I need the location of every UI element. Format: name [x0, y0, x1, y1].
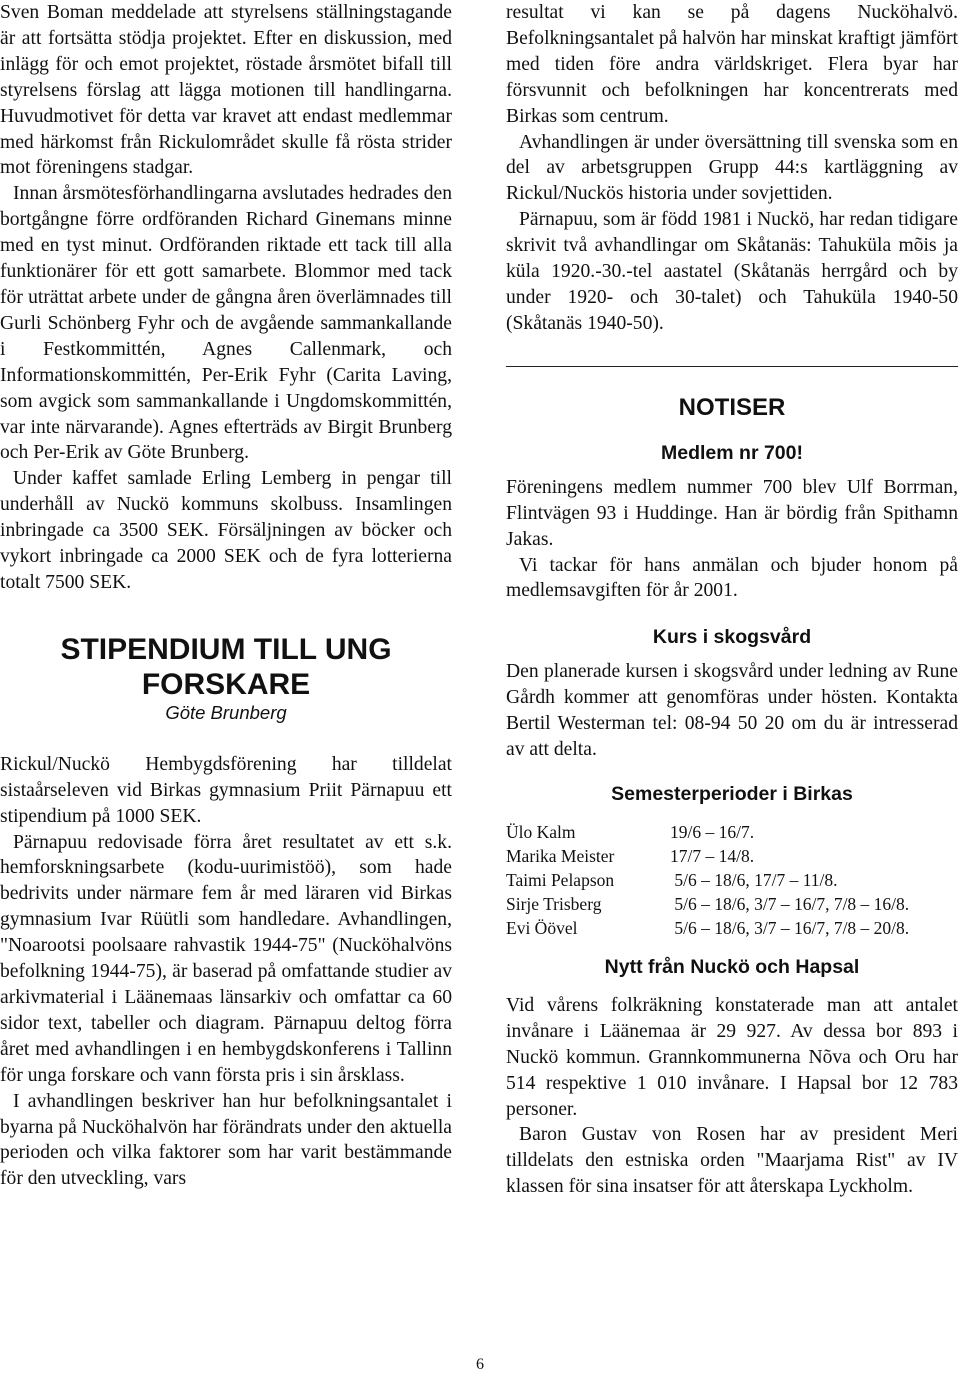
- left-column: [0, 0, 452, 1192]
- article-paragraph: resultat vi kan se på dagens Nucköhalvö. Befolkningsantalet på halvön har minskat kraftigt jämfört med tiden före andra världskriget. Flera byar har försvunnit och befolkningen har koncentrerats med Birkas som centrum.: [506, 2, 958, 127]
- headline-line-1: STIPENDIUM TILL UNG: [60, 632, 392, 666]
- article-paragraph: I avhandlingen beskriver han hur befolkningsantalet i byarna på Nucköhalvön har förändrats under den aktuella perioden och vilka faktorer som har varit bestämmande för den utveckling, vars: [0, 1090, 452, 1190]
- article-headline: [0, 632, 452, 702]
- schedule-dates: 5/6 – 18/6, 3/7 – 16/7, 7/8 – 20/8.: [670, 917, 910, 938]
- article-paragraph: Pärnapuu, som är född 1981 i Nuckö, har redan tidigare skrivit två avhandlingar om Skåtanäs: Tahuküla mõis ja küla 1920.-30.-tel aastatel (Skåtanäs herrgård och by under 1920- och 30-talet) och Tahuküla 1940-50 (Skåtanäs 1940-50).: [506, 209, 958, 334]
- schedule-name: Ülo Kalm: [506, 821, 576, 842]
- notice-heading: Nytt från Nuckö och Hapsal: [604, 955, 860, 978]
- notice-paragraph: Föreningens medlem nummer 700 blev Ulf Borrman, Flintvägen 93 i Huddinge. Han är bördig från Spithamn Jakas.: [506, 476, 958, 550]
- schedule-name: Marika Meister: [506, 845, 615, 866]
- notice-paragraph: Vid vårens folkräkning konstaterade man att antalet invånare i Läänemaa är 29 927. Av dessa bor 893 i Nuckö kommun. Grannkommunerna Nõva och Oru har 514 respektive 1 010 invånare. I Hapsal bor 12 783 personer.: [506, 994, 958, 1120]
- article-paragraph: Rickul/Nuckö Hembygdsförening har tilldelat sistaårseleven vid Birkas gymnasium Priit Pärnapuu ett stipendium på 1000 SEK.: [0, 753, 452, 827]
- article-paragraph: Pärnapuu redovisade förra året resultatet av ett s.k. hemforskningsarbete (kodu-uurimistöö), som hade bedrivits under närmare fem år med läraren vid Birkas gymnasium Ivar Rüütli som handledare. Avhandlingen, "Noarootsi poolsaare rahvastik 1944-75" (Nucköhalvöns befolkning 1944-75), är baserad på omfattande studier av arkivmaterial i Läänemaas länsarkiv och omfattar ca 60 sidor text, tabeller och diagram. Pärnapuu deltog förra året med avhandlingen i en hembygdskonferens i Tallinn för unga forskare och vann första pris i sin årsklass.: [0, 831, 452, 1086]
- notice-paragraph: Baron Gustav von Rosen har av president Meri tilldelats den estniska orden "Maarjama Rist" av IV klassen för sina insatser för att återskapa Lyckholm.: [506, 1124, 958, 1198]
- schedule-name: Evi Öövel: [506, 917, 578, 938]
- schedule-row: [506, 868, 909, 892]
- section-heading: NOTISER: [678, 393, 786, 421]
- article-paragraph: Under kaffet samlade Erling Lemberg in pengar till underhåll av Nuckö kommuns skolbuss. Insamlingen inbringade ca 3500 SEK. Försäljningen av böcker och vykort inbringade ca 2000 SEK och de fyra lotterierna totalt 7500 SEK.: [0, 468, 452, 593]
- schedule-dates: 19/6 – 16/7.: [670, 821, 755, 842]
- schedule-name: Taimi Pelapson: [506, 869, 615, 890]
- schedule-row: [506, 892, 909, 916]
- notice-paragraph: Vi tackar för hans anmälan och bjuder honom på medlemsavgiften för år 2001.: [506, 554, 958, 602]
- schedule-dates: 5/6 – 18/6, 17/7 – 11/8.: [670, 869, 838, 890]
- notice-heading: Kurs i skogsvård: [652, 626, 812, 649]
- schedule-row: [506, 820, 909, 844]
- schedule-row: [506, 844, 909, 868]
- notice-paragraph: Den planerade kursen i skogsvård under ledning av Rune Gårdh kommer att genomföras under hösten. Kontakta Bertil Westerman tel: 08-94 50 20 om du är intresserad av att delta.: [506, 661, 958, 761]
- article-paragraph: Avhandlingen är under översättning till svenska som en del av arbetsgruppen Grupp 44:s kartläggning av Rickul/Nuckös historia under sovjettiden.: [506, 131, 958, 205]
- vacation-schedule-table: [506, 820, 909, 940]
- notice-heading: Semesterperioder i Birkas: [611, 782, 853, 805]
- page-number: 6: [476, 1356, 484, 1373]
- right-column: [506, 0, 958, 1200]
- headline-line-2: FORSKARE: [141, 667, 311, 701]
- schedule-row: [506, 916, 909, 940]
- schedule-name: Sirje Trisberg: [506, 893, 602, 914]
- schedule-dates: 5/6 – 18/6, 3/7 – 16/7, 7/8 – 16/8.: [670, 893, 910, 914]
- article-paragraph: Innan årsmötesförhandlingarna avslutades hedrades den bortgångne förre ordföranden Richard Ginemans minne med en tyst minut. Ordföranden riktade ett tack till alla funktionärer för ett gott samarbete. Blommor med tack för uträttat arbete under de gångna åren överlämnades till Gurli Schönberg Fyhr och de avgående sammankallande i Festkommittén, Agnes Callenmark, och Informationskommittén, Per-Erik Fyhr (Carita Laving, som avgick som sammankallande i Ungdomskommittén, var inte närvarande). Agnes efterträds av Birgit Brunberg och Per-Erik av Göte Brunberg.: [0, 183, 452, 464]
- schedule-dates: 17/7 – 14/8.: [670, 845, 755, 866]
- article-paragraph: Sven Boman meddelade att styrelsens ställningstagande är att fortsätta stödja projektet. Efter en diskussion, med inlägg för och emot projektet, röstade årsmötet bifall till styrelsens förslag att lägga motionen till handlingarna. Huvudmotivet för detta var kravet att endast medlemmar med härkomst från Rickulområdet skulle få rösta strider mot föreningens stadgar.: [0, 2, 452, 179]
- author-byline: Göte Brunberg: [165, 701, 287, 723]
- notice-heading: Medlem nr 700!: [661, 441, 803, 464]
